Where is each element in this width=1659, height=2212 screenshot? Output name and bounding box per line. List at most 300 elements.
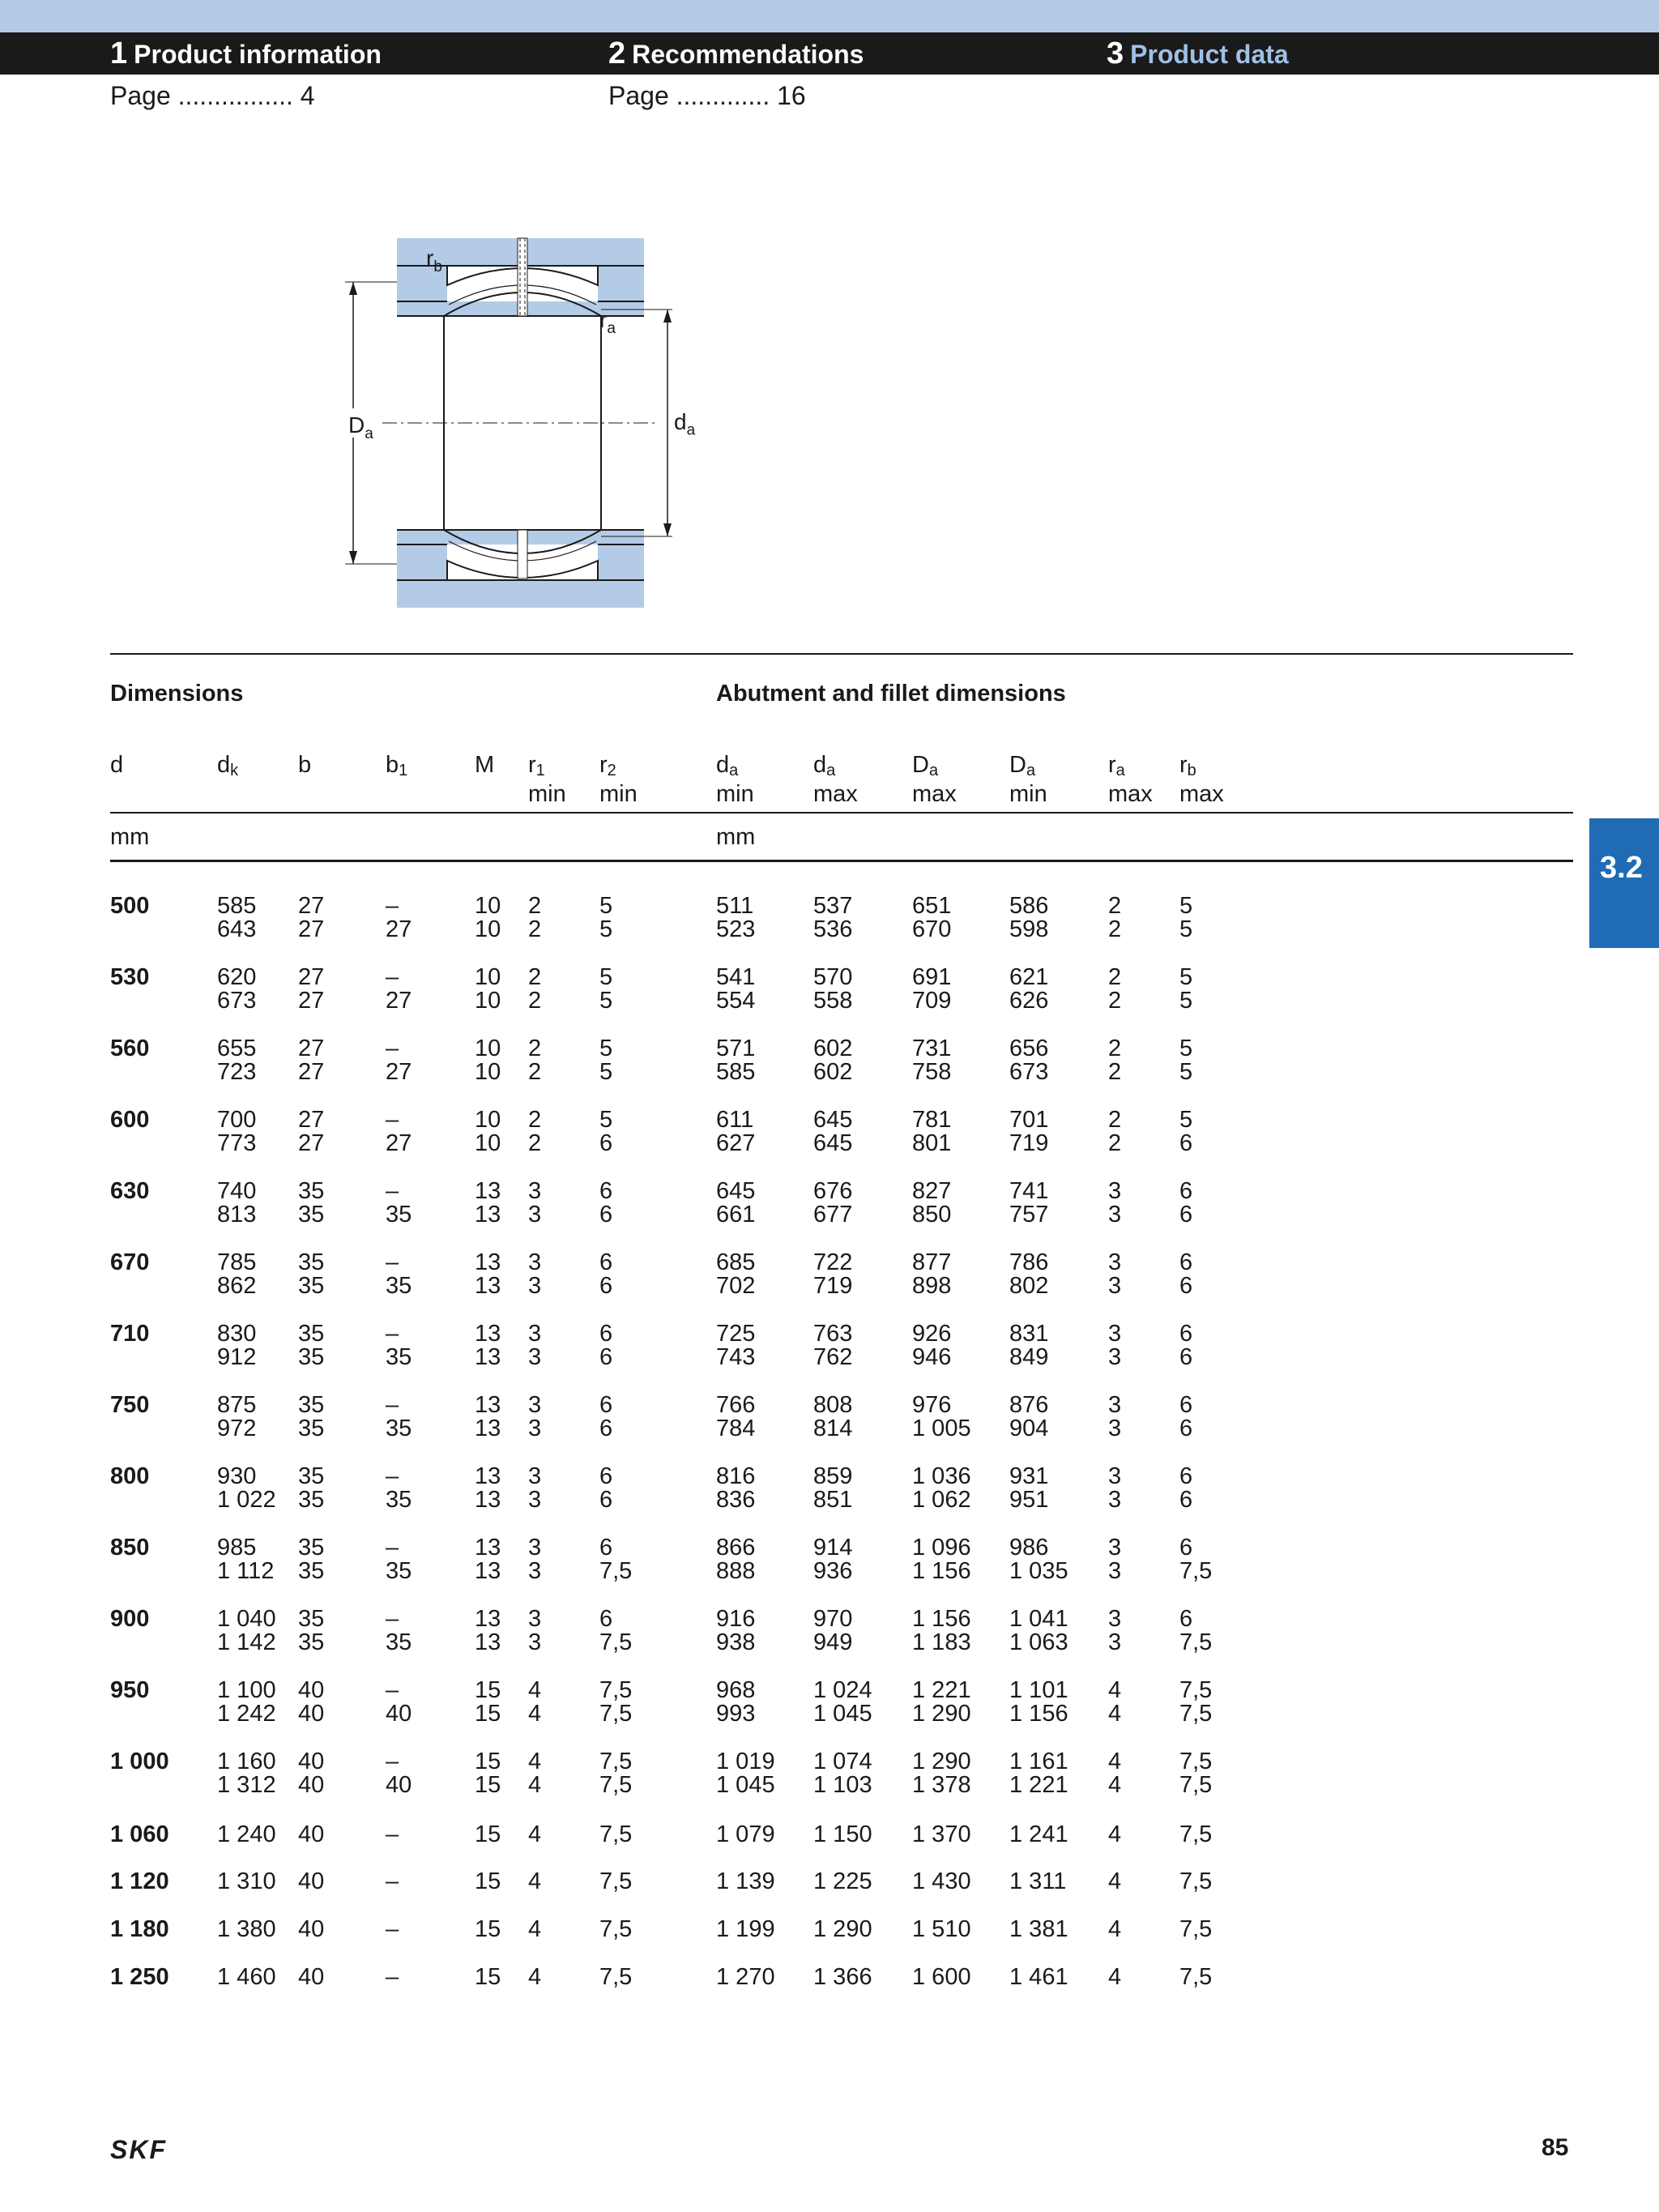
table-cell [599, 1251, 612, 1298]
cell-value: 585 [217, 893, 257, 919]
cell-value: 7,5 [1179, 1821, 1213, 1847]
table-cell [813, 1037, 852, 1084]
table-cell [475, 966, 501, 1013]
cell-value: 6 [599, 1273, 613, 1299]
cell-value: 627 [716, 1130, 756, 1156]
table-cell [217, 895, 256, 942]
cell-value: 976 [912, 1392, 952, 1418]
nav-recommendations[interactable]: 2 Recommendations [608, 36, 864, 70]
cell-value: 946 [912, 1344, 952, 1370]
cell-value: 3 [528, 1344, 542, 1370]
top-color-strip [0, 0, 1659, 32]
table-cell [386, 1870, 399, 1894]
cell-value: 3 [528, 1535, 542, 1561]
cell-value: 1 142 [217, 1629, 276, 1655]
cell-value: 2 [1108, 988, 1122, 1014]
table-cell [386, 1465, 412, 1512]
table-cell [528, 895, 541, 942]
cell-value: 743 [716, 1344, 756, 1370]
cell-value: 850 [912, 1202, 952, 1228]
table-cell [1108, 1870, 1121, 1894]
cell-value: 1 100 [217, 1677, 276, 1703]
bore-diameter-cell: 800 [110, 1463, 150, 1489]
cell-value: 35 [298, 1606, 325, 1632]
cell-value: 700 [217, 1107, 257, 1133]
cell-value: 586 [1009, 893, 1049, 919]
table-cell [599, 1180, 612, 1227]
table-cell [1009, 1394, 1048, 1441]
cell-value: 685 [716, 1249, 756, 1275]
cell-value: 13 [475, 1487, 501, 1513]
cell-value: 4 [528, 1701, 542, 1727]
cell-value: 931 [1009, 1463, 1049, 1489]
table-cell [528, 1037, 541, 1084]
table-cell [1179, 1251, 1192, 1298]
cell-value: 4 [528, 1772, 542, 1798]
table-cell [599, 1394, 612, 1441]
cell-value: 1 045 [813, 1701, 872, 1727]
cell-value: 27 [298, 1130, 325, 1156]
table-cell [1108, 1608, 1121, 1655]
cell-value: 1 101 [1009, 1677, 1068, 1703]
table-cell [528, 1966, 541, 1989]
nav-product-information[interactable]: 1 Product information [110, 36, 382, 70]
table-cell [528, 1465, 541, 1512]
cell-value: 1 156 [912, 1606, 971, 1632]
table-cell [298, 1750, 324, 1797]
table-cell [912, 1918, 971, 1941]
cell-value: 3 [528, 1416, 542, 1441]
bore-diameter-cell: 630 [110, 1178, 150, 1204]
table-cell [475, 1608, 501, 1655]
cell-value: 3 [1108, 1178, 1122, 1204]
table-cell [912, 1037, 951, 1084]
table-cell [475, 1966, 501, 1989]
cell-value: 814 [813, 1416, 853, 1441]
cell-value: 10 [475, 893, 501, 919]
table-cell [1009, 1918, 1068, 1941]
label-ra: $r_a$ [599, 307, 616, 337]
cell-value: 762 [813, 1344, 853, 1370]
page-number: 85 [1542, 2134, 1569, 2161]
cell-value: 40 [298, 1916, 325, 1942]
cell-value: – [386, 1321, 399, 1347]
cell-value: 35 [386, 1558, 412, 1584]
cell-value: 35 [386, 1202, 412, 1228]
cell-value: 6 [1179, 1416, 1193, 1441]
table-cell [912, 1394, 971, 1441]
cell-value: 2 [528, 988, 542, 1014]
table-cell [298, 1465, 324, 1512]
cell-value: 3 [1108, 1273, 1122, 1299]
table-cell [912, 1180, 951, 1227]
cell-value: 949 [813, 1629, 853, 1655]
cell-value: 766 [716, 1392, 756, 1418]
cell-value: 35 [298, 1535, 325, 1561]
cell-value: – [386, 1178, 399, 1204]
cell-value: 3 [528, 1558, 542, 1584]
column-header: $b_1$ [386, 752, 408, 779]
cell-value: 35 [386, 1416, 412, 1441]
cell-value: 3 [528, 1202, 542, 1228]
table-cell [298, 1608, 324, 1655]
cell-value: 5 [599, 988, 613, 1014]
cell-value: 1 040 [217, 1606, 276, 1632]
cell-value: 670 [912, 916, 952, 942]
table-cell [1108, 1536, 1121, 1583]
table-cell [1179, 966, 1192, 1013]
cell-value: 35 [386, 1344, 412, 1370]
table-cell [217, 1966, 276, 1989]
bearing-abutment-diagram [340, 227, 680, 632]
cell-value: – [386, 1535, 399, 1561]
table-cell [475, 1536, 501, 1583]
cell-value: 831 [1009, 1321, 1049, 1347]
cell-value: 6 [1179, 1130, 1193, 1156]
table-cell [298, 1108, 324, 1155]
table-cell [217, 1608, 276, 1655]
table-cell [1009, 1251, 1048, 1298]
table-cell [528, 1870, 541, 1894]
cell-value: 6 [599, 1487, 613, 1513]
cell-value: 511 [716, 893, 754, 919]
cell-value: 1 112 [217, 1558, 275, 1584]
cell-value: 993 [716, 1701, 756, 1727]
cell-value: 951 [1009, 1487, 1049, 1513]
table-cell [386, 1108, 412, 1155]
table-cell [1009, 1465, 1048, 1512]
cell-value: 3 [1108, 1344, 1122, 1370]
cell-value: 6 [1179, 1321, 1193, 1347]
cell-value: 1 430 [912, 1868, 971, 1894]
cell-value: 13 [475, 1344, 501, 1370]
cell-value: 40 [298, 1821, 325, 1847]
cell-value: 27 [386, 916, 412, 942]
table-cell [716, 895, 755, 942]
cell-value: 2 [1108, 916, 1122, 942]
cell-value: 6 [1179, 1487, 1193, 1513]
cell-value: 1 079 [716, 1821, 775, 1847]
table-cell [217, 1322, 256, 1369]
cell-value: 5 [599, 1059, 613, 1085]
cell-value: 10 [475, 916, 501, 942]
cell-value: 1 240 [217, 1821, 276, 1847]
cell-value: 15 [475, 1964, 501, 1990]
cell-value: 1 096 [912, 1535, 971, 1561]
table-cell [912, 1108, 951, 1155]
cell-value: 2 [528, 1059, 542, 1085]
cell-value: 13 [475, 1416, 501, 1441]
cell-value: 40 [298, 1964, 325, 1990]
cell-value: 1 380 [217, 1916, 276, 1942]
cell-value: 40 [298, 1749, 325, 1774]
table-cell [1009, 1966, 1068, 1989]
table-cell [599, 1918, 632, 1941]
table-cell [1179, 1536, 1212, 1583]
cell-value: 1 139 [716, 1868, 775, 1894]
table-cell [1108, 1322, 1121, 1369]
table-cell [1179, 1037, 1192, 1084]
cell-value: 3 [1108, 1535, 1122, 1561]
bore-diameter-cell: 560 [110, 1036, 150, 1061]
cell-value: 3 [1108, 1392, 1122, 1418]
cell-value: 27 [386, 1059, 412, 1085]
nav-product-data[interactable]: 3 Product data [1107, 36, 1289, 70]
cell-value: 1 242 [217, 1701, 276, 1727]
cell-value: 13 [475, 1321, 501, 1347]
cell-value: 7,5 [599, 1916, 633, 1942]
cell-value: 4 [1108, 1821, 1122, 1847]
cell-value: 4 [1108, 1677, 1122, 1703]
table-cell [1108, 1108, 1121, 1155]
cell-value: 7,5 [1179, 1749, 1213, 1774]
table-cell [1179, 1679, 1212, 1726]
table-cell [386, 895, 412, 942]
cell-value: 1 019 [716, 1749, 775, 1774]
cell-value: 912 [217, 1344, 257, 1370]
cell-value: 3 [1108, 1416, 1122, 1441]
table-cell [1108, 895, 1121, 942]
cell-value: 1 312 [217, 1772, 276, 1798]
table-cell [475, 1394, 501, 1441]
cell-value: 1 310 [217, 1868, 276, 1894]
table-cell [912, 895, 951, 942]
table-cell [813, 1536, 852, 1583]
cell-value: 2 [1108, 1036, 1122, 1061]
table-cell [716, 1251, 755, 1298]
column-header: M [475, 752, 495, 778]
cell-value: – [386, 1868, 399, 1894]
table-cell [298, 1322, 324, 1369]
table-cell [912, 1750, 971, 1797]
cell-value: 35 [386, 1487, 412, 1513]
table-cell [716, 1918, 775, 1941]
cell-value: 541 [716, 964, 756, 990]
cell-value: – [386, 1392, 399, 1418]
cell-value: 3 [1108, 1606, 1122, 1632]
table-cell [298, 1536, 324, 1583]
cell-value: 1 221 [1009, 1772, 1068, 1798]
cell-value: 3 [528, 1487, 542, 1513]
table-cell [1009, 1037, 1048, 1084]
table-cell [298, 966, 324, 1013]
table-cell [912, 1679, 971, 1726]
bore-diameter-cell: 850 [110, 1535, 150, 1561]
cell-value: 1 600 [912, 1964, 971, 1990]
cell-value: 6 [1179, 1392, 1193, 1418]
table-cell [475, 1823, 501, 1847]
table-cell [386, 1536, 412, 1583]
cell-value: 13 [475, 1629, 501, 1655]
table-cell [1179, 1180, 1192, 1227]
cell-value: 6 [1179, 1344, 1193, 1370]
cell-value: 4 [1108, 1868, 1122, 1894]
cell-value: 15 [475, 1916, 501, 1942]
nav-page-reference-2[interactable]: Page ............. 16 [608, 81, 806, 110]
table-cell [298, 1037, 324, 1084]
cell-value: 2 [1108, 964, 1122, 990]
cell-value: 10 [475, 964, 501, 990]
cell-value: 35 [298, 1629, 325, 1655]
cell-value: 4 [528, 1868, 542, 1894]
label-Da: $D_a$ [348, 412, 373, 442]
cell-value: 784 [716, 1416, 756, 1441]
cell-value: 859 [813, 1463, 853, 1489]
cell-value: – [386, 1677, 399, 1703]
cell-value: 2 [1108, 1059, 1122, 1085]
table-cell [475, 1037, 501, 1084]
table-cell [1179, 1966, 1212, 1989]
cell-value: 731 [912, 1036, 952, 1061]
cell-value: 558 [813, 988, 853, 1014]
bore-diameter-cell: 1 180 [110, 1916, 169, 1942]
cell-value: 676 [813, 1178, 853, 1204]
cell-value: 1 183 [912, 1629, 971, 1655]
table-cell [298, 1394, 324, 1441]
table-cell [475, 1322, 501, 1369]
table-cell [599, 1536, 632, 1583]
table-cell [217, 1536, 274, 1583]
cell-value: 7,5 [599, 1772, 633, 1798]
cell-value: 2 [1108, 1130, 1122, 1156]
cell-value: 4 [1108, 1964, 1122, 1990]
cell-value: 620 [217, 964, 257, 990]
cell-value: 656 [1009, 1036, 1049, 1061]
cell-value: 1 022 [217, 1487, 276, 1513]
cell-value: 673 [217, 988, 257, 1014]
cell-value: 35 [298, 1273, 325, 1299]
cell-value: 5 [1179, 1107, 1193, 1133]
table-cell [716, 1750, 775, 1797]
cell-value: 536 [813, 916, 853, 942]
cell-value: 15 [475, 1821, 501, 1847]
table-cell [1179, 1465, 1192, 1512]
cell-value: 985 [217, 1535, 257, 1561]
cell-value: 645 [813, 1130, 853, 1156]
table-cell [298, 895, 324, 942]
cell-value: 1 103 [813, 1772, 872, 1798]
table-cell [1179, 1108, 1192, 1155]
cell-value: 781 [912, 1107, 952, 1133]
table-cell [1009, 1180, 1048, 1227]
table-cell [716, 1394, 755, 1441]
table-cell [217, 1251, 256, 1298]
cell-value: 763 [813, 1321, 853, 1347]
table-cell [217, 1180, 256, 1227]
cell-value: 35 [298, 1202, 325, 1228]
table-cell [386, 966, 412, 1013]
cell-value: 3 [1108, 1558, 1122, 1584]
column-header: $D_a$ max [912, 752, 957, 807]
bore-diameter-cell: 900 [110, 1606, 150, 1632]
cell-value: 15 [475, 1868, 501, 1894]
table-cell [298, 1870, 324, 1894]
cell-value: 13 [475, 1202, 501, 1228]
cell-value: 13 [475, 1463, 501, 1489]
cell-value: 27 [298, 1059, 325, 1085]
table-cell [1108, 1251, 1121, 1298]
table-cell [813, 1823, 872, 1847]
table-cell [298, 1966, 324, 1989]
cell-value: 808 [813, 1392, 853, 1418]
cell-value: 602 [813, 1036, 853, 1061]
cell-value: 4 [1108, 1772, 1122, 1798]
cell-value: 851 [813, 1487, 853, 1513]
cell-value: 7,5 [599, 1821, 633, 1847]
table-cell [716, 1108, 755, 1155]
cell-value: 35 [386, 1273, 412, 1299]
cell-value: 1 270 [716, 1964, 775, 1990]
cell-value: 7,5 [599, 1558, 633, 1584]
cell-value: 1 290 [813, 1916, 872, 1942]
cell-value: 6 [1179, 1463, 1193, 1489]
table-cell [386, 1180, 412, 1227]
cell-value: 6 [599, 1178, 613, 1204]
table-cell [912, 1322, 951, 1369]
cell-value: 3 [528, 1178, 542, 1204]
cell-value: 719 [1009, 1130, 1049, 1156]
cell-value: 3 [1108, 1463, 1122, 1489]
cell-value: 13 [475, 1249, 501, 1275]
cell-value: 2 [528, 916, 542, 942]
table-cell [716, 1536, 755, 1583]
table-cell [716, 1679, 755, 1726]
table-cell [599, 1322, 612, 1369]
cell-value: 5 [1179, 1036, 1193, 1061]
cell-value: 1 062 [912, 1487, 971, 1513]
cell-value: 898 [912, 1273, 952, 1299]
table-cell [217, 1465, 276, 1512]
cell-value: 758 [912, 1059, 952, 1085]
nav-page-reference-1[interactable]: Page ................ 4 [110, 81, 315, 110]
table-cell [813, 1918, 872, 1941]
cell-value: 3 [528, 1463, 542, 1489]
cell-value: 7,5 [1179, 1677, 1213, 1703]
table-cell [475, 895, 501, 942]
cell-value: 4 [528, 1916, 542, 1942]
cell-value: – [386, 1463, 399, 1489]
table-cell [528, 1750, 541, 1797]
table-cell [599, 966, 612, 1013]
cell-value: 6 [599, 1463, 613, 1489]
bore-diameter-cell: 750 [110, 1392, 150, 1418]
table-cell [475, 1465, 501, 1512]
table-cell [1009, 895, 1048, 942]
section-tab[interactable]: 3.2 [1589, 818, 1659, 948]
label-da: $d_a$ [674, 409, 696, 439]
table-cell [813, 1966, 872, 1989]
cell-value: 4 [528, 1821, 542, 1847]
cell-value: 15 [475, 1677, 501, 1703]
table-cell [1009, 1322, 1048, 1369]
table-cell [528, 1536, 541, 1583]
table-cell [912, 1465, 971, 1512]
cell-value: 7,5 [1179, 1868, 1213, 1894]
table-cell [912, 1251, 951, 1298]
cell-value: 6 [599, 1249, 613, 1275]
table-cell [716, 1180, 755, 1227]
table-cell [1009, 1750, 1068, 1797]
cell-value: 875 [217, 1392, 257, 1418]
cell-value: 3 [528, 1392, 542, 1418]
table-cell [1179, 1870, 1212, 1894]
cell-value: 1 225 [813, 1868, 872, 1894]
cell-value: 3 [1108, 1321, 1122, 1347]
cell-value: 785 [217, 1249, 257, 1275]
cell-value: 10 [475, 1059, 501, 1085]
cell-value: 6 [1179, 1178, 1193, 1204]
table-cell [1179, 1322, 1192, 1369]
